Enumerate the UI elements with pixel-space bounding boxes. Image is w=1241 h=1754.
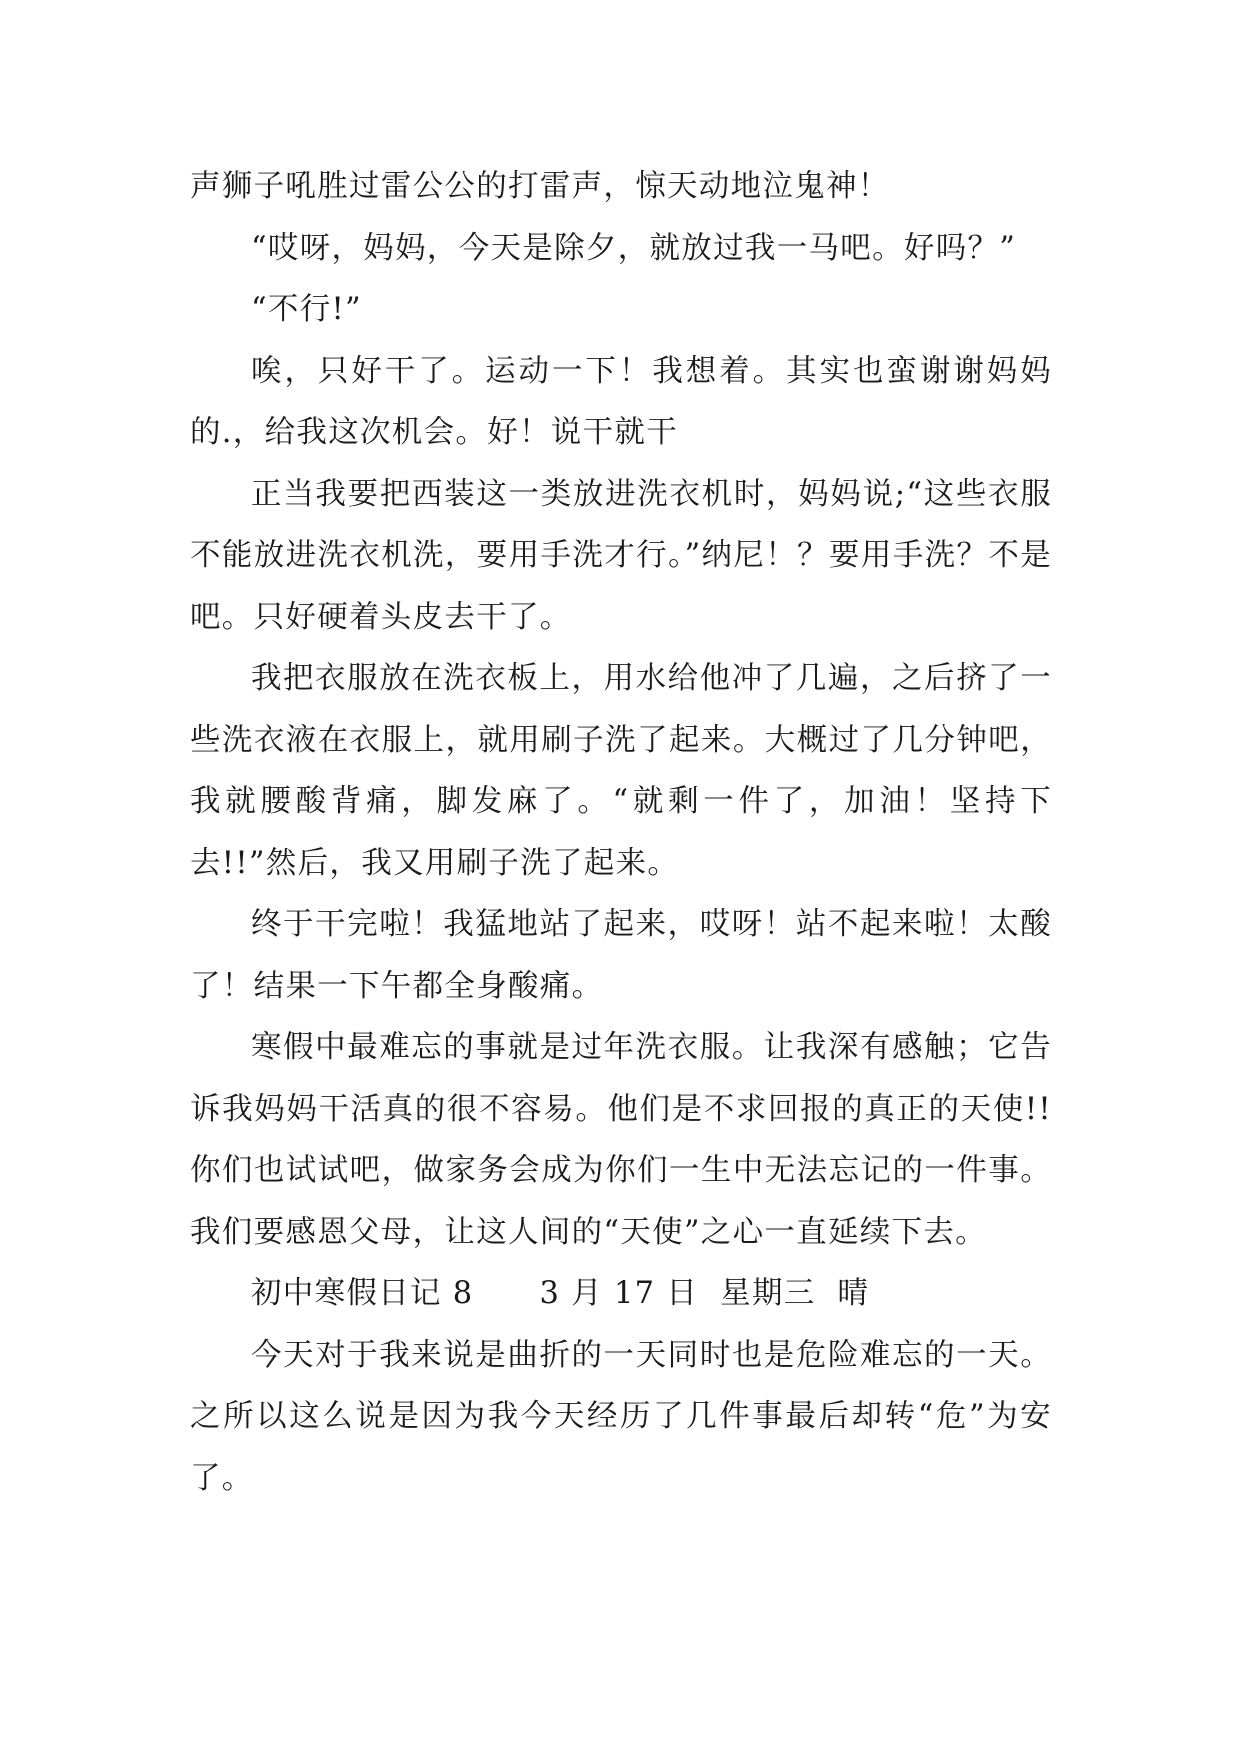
paragraph-2: “哎呀，妈妈，今天是除夕，就放过我一马吧。好吗？” <box>251 230 1017 266</box>
paragraph-10: 今天对于我来说是曲折的一天同时也是危险难忘的一天。之所以这么说是因为我今天经历了几件事最后却转“危”为安了。 <box>190 1337 1052 1496</box>
paragraph-6: 我把衣服放在洗衣板上，用水给他冲了几遍，之后挤了一些洗衣液在衣服上，就用刷子洗了起来。大概过了几分钟吧，我就腰酸背痛，脚发麻了。“就剩一件了，加油！坚持下去!!”然后，我又用刷子洗了起来。 <box>190 661 1052 881</box>
paragraph-4: 唉，只好干了。运动一下！我想着。其实也蛮谢谢妈妈的.，给我这次机会。好！说干就干 <box>190 353 1052 450</box>
paragraph-3: “不行!” <box>251 292 362 327</box>
paragraph-5: 正当我要把西装这一类放进洗衣机时，妈妈说;“这些衣服不能放进洗衣机洗，要用手洗才行。”纳尼！？要用手洗？不是吧。只好硬着头皮去干了。 <box>190 476 1052 635</box>
paragraph-8: 寒假中最难忘的事就是过年洗衣服。让我深有感触；它告诉我妈妈干活真的很不容易。他们是不求回报的真正的天使!! 你们也试试吧，做家务会成为你们一生中无法忘记的一件事。我们要感恩父母，让这人间的“天使”之心一直延续下去。 <box>190 1030 1052 1250</box>
paragraph-7: 终于干完啦！我猛地站了起来，哎呀！站不起来啦！太酸了！结果一下午都全身酸痛。 <box>190 907 1052 1004</box>
document-page <box>190 156 1052 1509</box>
diary-entry-heading: 初中寒假日记 8 3 月 17 日 星期三 晴 <box>251 1276 870 1311</box>
paragraph-1: 声狮子吼胜过雷公公的打雷声，惊天动地泣鬼神！ <box>190 169 890 204</box>
